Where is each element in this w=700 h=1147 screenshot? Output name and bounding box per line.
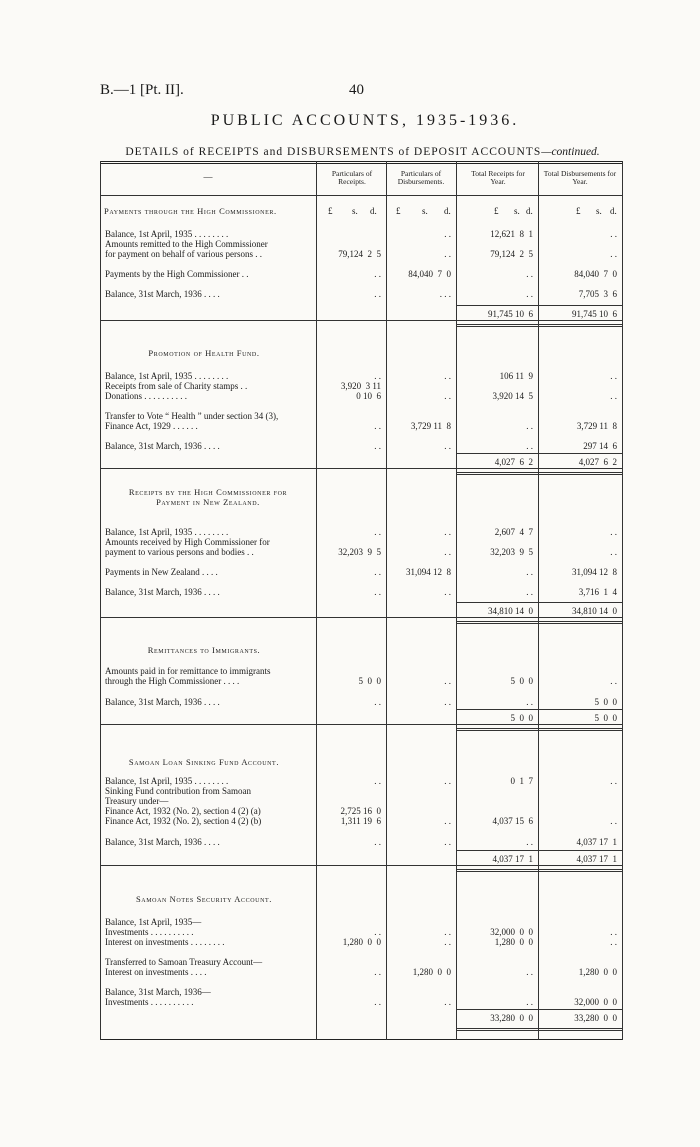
total-rule — [456, 453, 538, 454]
lsd-header: d. — [370, 206, 377, 216]
cell-dis: . . — [444, 837, 451, 847]
lsd-header: £ — [576, 206, 581, 216]
cell-tdis: 4,037 17 1 — [576, 837, 617, 847]
total-disbursements: 5 0 0 — [594, 713, 617, 723]
section-title-cont: Payment in New Zealand. — [156, 497, 260, 507]
row-label: Balance, 1st April, 1935— — [105, 917, 202, 927]
section-title: Receipts by the High Commissioner for — [128, 487, 288, 497]
row-label: Payments in New Zealand . . . . — [105, 567, 218, 577]
cell-rec: 1,311 19 6 — [340, 816, 381, 826]
cell-trec: . . — [526, 837, 533, 847]
lsd-header: d. — [610, 206, 617, 216]
total-rule — [538, 453, 622, 454]
cell-tdis: . . — [610, 249, 617, 259]
row-label: Investments . . . . . . . . . . — [105, 927, 194, 937]
total-rule — [538, 621, 622, 622]
row-label: Balance, 31st March, 1936 . . . . — [105, 289, 220, 299]
row-label: Finance Act, 1932 (No. 2), section 4 (2) (b) — [105, 816, 262, 826]
subtitle-continued: —continued. — [541, 146, 600, 158]
total-receipts: 5 0 0 — [510, 713, 533, 723]
total-receipts: 34,810 14 0 — [488, 606, 533, 616]
cell-trec: 3,920 14 5 — [492, 391, 533, 401]
cell-trec: 32,000 0 0 — [490, 927, 533, 937]
total-rule — [538, 728, 622, 729]
total-disbursements: 91,745 10 6 — [572, 309, 617, 319]
cell-dis: 1,280 0 0 — [412, 967, 451, 977]
cell-trec: 0 1 7 — [510, 776, 533, 786]
total-rule — [456, 623, 538, 624]
row-label: Balance, 31st March, 1936 . . . . — [105, 837, 220, 847]
cell-rec: 32,203 9 5 — [338, 547, 381, 557]
page-title: PUBLIC ACCOUNTS, 1935-1936. — [210, 112, 520, 129]
cell-rec: 2,725 16 0 — [340, 806, 381, 816]
cell-trec: 106 11 9 — [499, 371, 533, 381]
cell-dis: . . — [444, 927, 451, 937]
cell-rec: . . — [374, 967, 381, 977]
row-label: Balance, 1st April, 1935 . . . . . . . . — [105, 527, 229, 537]
row-label: Receipts from sale of Charity stamps . . — [105, 381, 248, 391]
cell-trec: . . — [526, 697, 533, 707]
cell-trec: . . — [526, 289, 533, 299]
cell-trec: 2,607 4 7 — [494, 527, 533, 537]
row-label: Finance Act, 1932 (No. 2), section 4 (2) (a) — [105, 806, 261, 816]
total-rule — [456, 472, 538, 473]
section-title: Payments through the High Commissioner. — [104, 206, 277, 216]
cell-tdis: . . — [610, 229, 617, 239]
total-rule — [456, 709, 538, 710]
cell-trec: 32,203 9 5 — [490, 547, 533, 557]
cell-dis: . . . — [439, 289, 451, 299]
subtitle-main: DETAILS of RECEIPTS and DISBURSEMENTS of DEPOSIT ACCOUNTS — [125, 146, 542, 158]
row-label: Payments by the High Commissioner . . — [105, 269, 249, 279]
cell-trec: 12,621 8 1 — [490, 229, 533, 239]
row-label: Amounts remitted to the High Commissioner — [105, 239, 268, 249]
total-rule — [538, 623, 622, 624]
col-disbursements-header: Particulars of Disbursements. — [397, 169, 445, 186]
row-label: Interest on investments . . . . . . . . — [105, 937, 225, 947]
cell-tdis: . . — [610, 371, 617, 381]
col-total-disbursements-header: Total Disbursements for Year. — [543, 169, 617, 186]
lsd-header: s. — [422, 206, 428, 216]
cell-dis: . . — [444, 997, 451, 1007]
total-rule — [538, 730, 622, 731]
cell-dis: . . — [444, 441, 451, 451]
lsd-header: s. — [514, 206, 520, 216]
cell-tdis: 84,040 7 0 — [574, 269, 617, 279]
total-rule — [538, 472, 622, 473]
cell-tdis: . . — [610, 927, 617, 937]
cell-tdis: 1,280 0 0 — [578, 967, 617, 977]
cell-rec: 1,280 0 0 — [342, 937, 381, 947]
cell-rec: . . — [374, 371, 381, 381]
total-rule — [538, 326, 622, 327]
cell-trec: . . — [526, 997, 533, 1007]
row-label: Amounts paid in for remittance to immigrants — [105, 666, 271, 676]
cell-dis: 3,729 11 8 — [410, 421, 451, 431]
total-disbursements: 4,037 17 1 — [576, 854, 617, 864]
cell-tdis: . . — [610, 676, 617, 686]
total-rule — [538, 869, 622, 870]
row-label: Balance, 1st April, 1935 . . . . . . . . — [105, 371, 229, 381]
total-rule — [538, 871, 622, 872]
row-label: Finance Act, 1929 . . . . . . — [105, 421, 198, 431]
col-description-header: — — [203, 172, 213, 182]
cell-rec: . . — [374, 441, 381, 451]
lsd-header: d. — [526, 206, 533, 216]
cell-tdis: . . — [610, 776, 617, 786]
section-title: Samoan Notes Security Account. — [135, 894, 273, 904]
total-receipts: 33,280 0 0 — [490, 1013, 533, 1023]
cell-rec: . . — [374, 776, 381, 786]
total-rule — [538, 305, 622, 306]
total-disbursements: 33,280 0 0 — [574, 1013, 617, 1023]
cell-dis: . . — [444, 937, 451, 947]
section-title: Promotion of Health Fund. — [148, 348, 260, 358]
cell-tdis: 3,729 11 8 — [576, 421, 617, 431]
total-receipts: 4,037 17 1 — [492, 854, 533, 864]
page-number: 40 — [349, 82, 364, 98]
cell-tdis: 5 0 0 — [594, 697, 617, 707]
cell-dis: 84,040 7 0 — [408, 269, 451, 279]
cell-rec: . . — [374, 567, 381, 577]
lsd-header: £ — [328, 206, 333, 216]
total-rule — [456, 1009, 538, 1010]
cell-tdis: 297 14 6 — [583, 441, 617, 451]
total-rule — [538, 850, 622, 851]
row-label: Balance, 31st March, 1936— — [105, 987, 211, 997]
cell-dis: . . — [444, 697, 451, 707]
cell-tdis: . . — [610, 391, 617, 401]
total-rule — [456, 474, 538, 475]
cell-rec: . . — [374, 837, 381, 847]
section-separator — [100, 865, 622, 866]
total-rule — [456, 326, 538, 327]
cell-dis: . . — [444, 587, 451, 597]
cell-dis: . . — [444, 676, 451, 686]
cell-dis: . . — [444, 229, 451, 239]
cell-trec: 5 0 0 — [510, 676, 533, 686]
cell-dis: 31,094 12 8 — [406, 567, 451, 577]
total-rule — [538, 602, 622, 603]
total-rule — [456, 305, 538, 306]
row-label: for payment on behalf of various persons . . — [105, 249, 262, 259]
cell-trec: . . — [526, 421, 533, 431]
page-ref: B.—1 [Pt. II]. — [100, 82, 184, 98]
cell-rec: . . — [374, 927, 381, 937]
row-label: Treasury under— — [105, 796, 169, 806]
total-rule — [456, 1028, 538, 1029]
lsd-header: £ — [494, 206, 499, 216]
cell-trec: . . — [526, 567, 533, 577]
cell-rec: . . — [374, 587, 381, 597]
cell-dis: . . — [444, 391, 451, 401]
cell-trec: 1,280 0 0 — [494, 937, 533, 947]
cell-dis: . . — [444, 527, 451, 537]
row-label: Interest on investments . . . . — [105, 967, 207, 977]
total-rule — [456, 871, 538, 872]
cell-dis: . . — [444, 547, 451, 557]
total-rule — [456, 324, 538, 325]
cell-tdis: . . — [610, 937, 617, 947]
cell-trec: . . — [526, 269, 533, 279]
cell-trec: 4,037 15 6 — [492, 816, 533, 826]
section-separator — [100, 320, 622, 321]
row-label: Investments . . . . . . . . . . — [105, 997, 194, 1007]
cell-rec: 0 10 6 — [356, 391, 381, 401]
total-receipts: 91,745 10 6 — [488, 309, 533, 319]
lsd-header: s. — [352, 206, 358, 216]
total-rule — [538, 1030, 622, 1031]
total-rule — [456, 602, 538, 603]
lsd-header: £ — [396, 206, 401, 216]
section-title: Samoan Loan Sinking Fund Account. — [128, 757, 280, 767]
cell-dis: . . — [444, 371, 451, 381]
cell-rec: . . — [374, 527, 381, 537]
total-receipts: 4,027 6 2 — [494, 457, 533, 467]
row-label: Balance, 31st March, 1936 . . . . — [105, 441, 220, 451]
total-rule — [456, 850, 538, 851]
cell-trec: . . — [526, 587, 533, 597]
row-label: payment to various persons and bodies . . — [105, 547, 254, 557]
accounts-table — [100, 161, 622, 1040]
cell-rec: 5 0 0 — [358, 676, 381, 686]
lsd-header: s. — [596, 206, 602, 216]
row-label: Balance, 1st April, 1935 . . . . . . . . — [105, 776, 229, 786]
total-disbursements: 34,810 14 0 — [572, 606, 617, 616]
cell-dis: . . — [444, 249, 451, 259]
row-label: Sinking Fund contribution from Samoan — [105, 786, 251, 796]
cell-tdis: . . — [610, 527, 617, 537]
section-separator — [100, 468, 622, 469]
table-subtitle — [0, 146, 700, 158]
cell-tdis: 32,000 0 0 — [574, 997, 617, 1007]
row-label: Transfer to Vote “ Health ” under section 34 (3), — [105, 411, 279, 421]
row-label: Balance, 1st April, 1935 . . . . . . . . — [105, 229, 229, 239]
cell-rec: . . — [374, 289, 381, 299]
cell-tdis: 31,094 12 8 — [572, 567, 617, 577]
cell-rec: 3,920 3 11 — [340, 381, 381, 391]
cell-dis: . . — [444, 816, 451, 826]
row-label: Balance, 31st March, 1936 . . . . — [105, 697, 220, 707]
cell-tdis: . . — [610, 816, 617, 826]
cell-tdis: 3,716 1 4 — [578, 587, 617, 597]
row-label: through the High Commissioner . . . . — [105, 676, 240, 686]
col-total-receipts-header: Total Receipts for Year. — [471, 169, 525, 186]
cell-trec: 79,124 2 5 — [490, 249, 533, 259]
cell-tdis: 7,705 3 6 — [578, 289, 617, 299]
total-rule — [538, 474, 622, 475]
cell-rec: 79,124 2 5 — [338, 249, 381, 259]
cell-rec: . . — [374, 697, 381, 707]
total-rule — [538, 1028, 622, 1029]
col-receipts-header: Particulars of Receipts. — [331, 169, 373, 186]
cell-rec: . . — [374, 269, 381, 279]
cell-tdis: . . — [610, 547, 617, 557]
total-rule — [456, 728, 538, 729]
total-rule — [538, 1009, 622, 1010]
row-label: Amounts received by High Commissioner for — [105, 537, 270, 547]
total-rule — [456, 869, 538, 870]
cell-rec: . . — [374, 421, 381, 431]
row-label: Transferred to Samoan Treasury Account— — [105, 957, 263, 967]
cell-dis: . . — [444, 776, 451, 786]
total-rule — [456, 1030, 538, 1031]
total-rule — [456, 730, 538, 731]
lsd-header: d. — [444, 206, 451, 216]
section-separator — [100, 724, 622, 725]
row-label: Balance, 31st March, 1936 . . . . — [105, 587, 220, 597]
section-title: Remittances to Immigrants. — [147, 645, 261, 655]
total-rule — [538, 709, 622, 710]
cell-rec: . . — [374, 997, 381, 1007]
section-separator — [100, 617, 622, 618]
total-rule — [538, 324, 622, 325]
total-disbursements: 4,027 6 2 — [578, 457, 617, 467]
row-label: Donations . . . . . . . . . . — [105, 391, 187, 401]
cell-trec: . . — [526, 967, 533, 977]
cell-trec: . . — [526, 441, 533, 451]
total-rule — [456, 621, 538, 622]
